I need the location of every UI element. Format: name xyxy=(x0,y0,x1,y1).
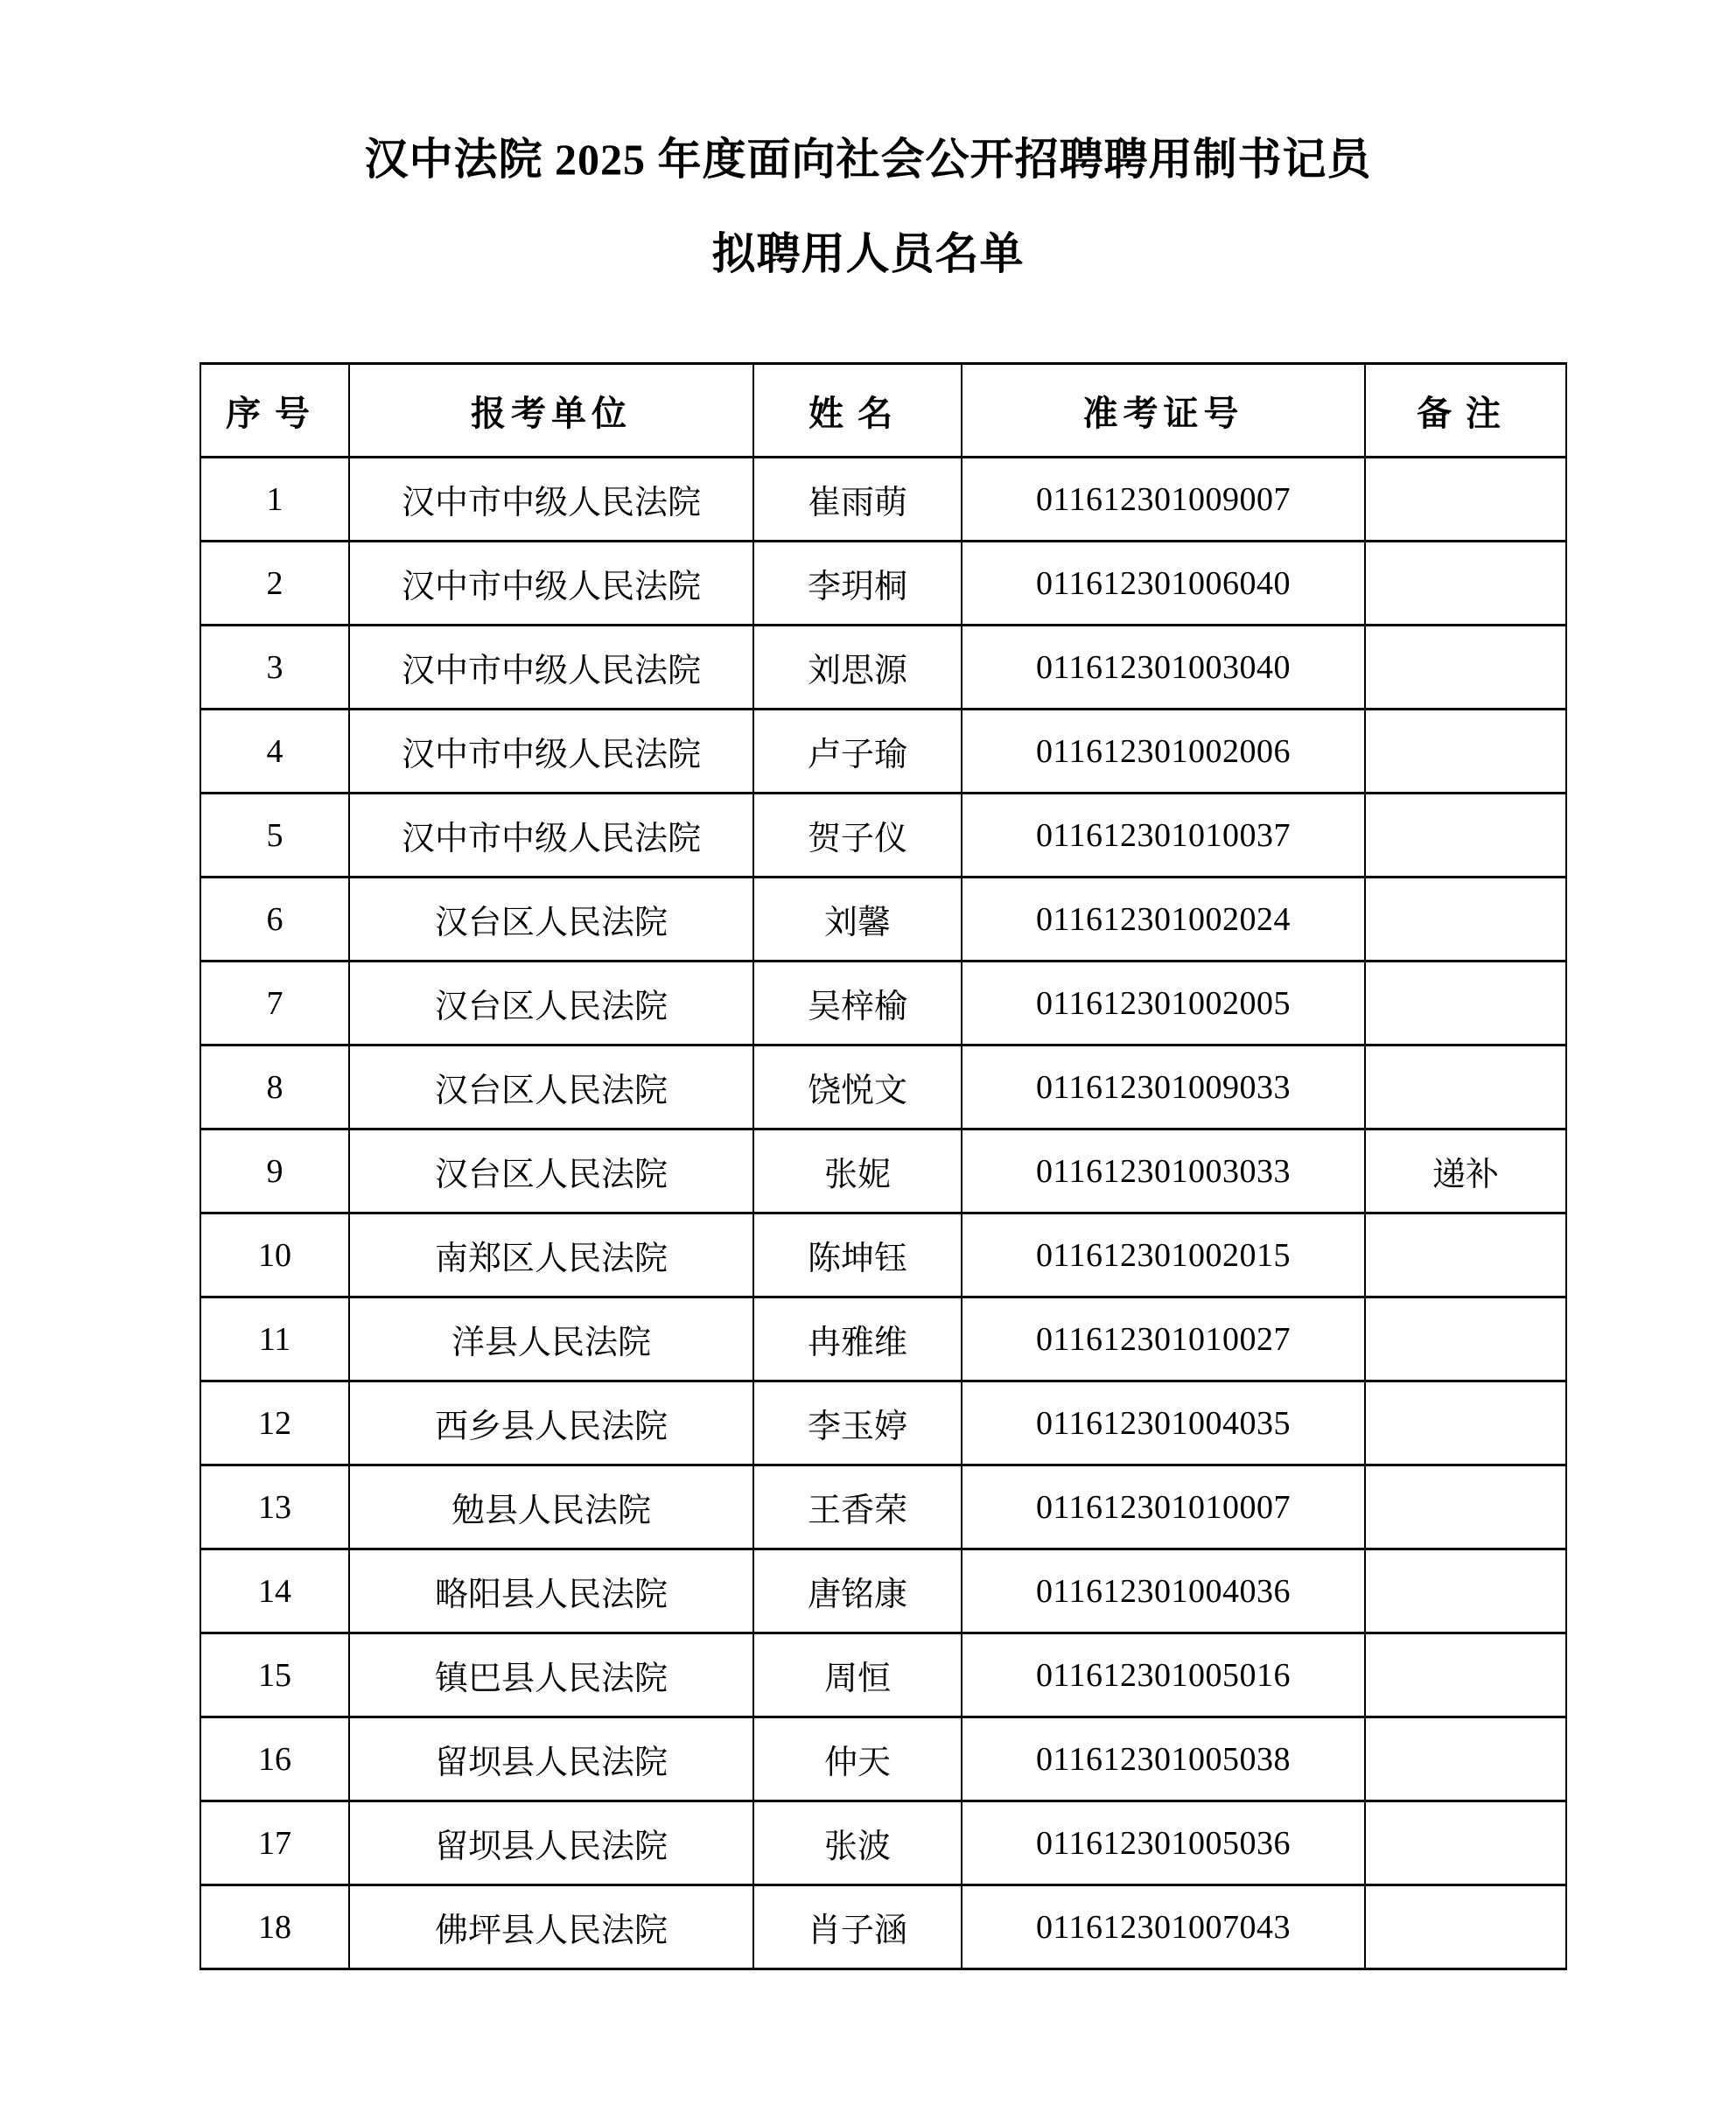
cell-ticket: 011612301004036 xyxy=(962,1549,1365,1633)
cell-name: 张妮 xyxy=(753,1129,962,1213)
table-header-row xyxy=(200,364,1566,458)
col-header-unit: 报考单位 xyxy=(349,364,753,458)
table-row xyxy=(200,962,1566,1046)
cell-unit: 西乡县人民法院 xyxy=(349,1381,753,1465)
col-header-ticket: 准考证号 xyxy=(962,364,1365,458)
cell-ticket: 011612301009033 xyxy=(962,1046,1365,1129)
cell-remark xyxy=(1365,1046,1566,1129)
col-header-index: 序号 xyxy=(200,364,349,458)
cell-remark xyxy=(1365,542,1566,626)
cell-ticket: 011612301003040 xyxy=(962,626,1365,710)
cell-index: 16 xyxy=(200,1717,349,1801)
cell-index: 12 xyxy=(200,1381,349,1465)
cell-index: 13 xyxy=(200,1465,349,1549)
table-row xyxy=(200,1297,1566,1381)
cell-name: 陈坤钰 xyxy=(753,1213,962,1297)
cell-ticket: 011612301002006 xyxy=(962,710,1365,794)
cell-name: 冉雅维 xyxy=(753,1297,962,1381)
table-row xyxy=(200,1801,1566,1885)
cell-remark xyxy=(1365,458,1566,542)
cell-index: 3 xyxy=(200,626,349,710)
cell-ticket: 011612301007043 xyxy=(962,1885,1365,1969)
cell-unit: 汉中市中级人民法院 xyxy=(349,542,753,626)
table-row xyxy=(200,794,1566,878)
cell-unit: 汉中市中级人民法院 xyxy=(349,626,753,710)
cell-unit: 南郑区人民法院 xyxy=(349,1213,753,1297)
col-header-name: 姓名 xyxy=(753,364,962,458)
document-title-line1: 汉中法院 2025 年度面向社会公开招聘聘用制书记员 xyxy=(364,135,1372,184)
cell-remark xyxy=(1365,1465,1566,1549)
cell-index: 11 xyxy=(200,1297,349,1381)
cell-remark xyxy=(1365,878,1566,962)
cell-unit: 汉台区人民法院 xyxy=(349,1129,753,1213)
cell-index: 5 xyxy=(200,794,349,878)
cell-unit: 勉县人民法院 xyxy=(349,1465,753,1549)
cell-index: 1 xyxy=(200,458,349,542)
table-row xyxy=(200,1213,1566,1297)
cell-index: 8 xyxy=(200,1046,349,1129)
cell-unit: 洋县人民法院 xyxy=(349,1297,753,1381)
cell-remark: 递补 xyxy=(1365,1129,1566,1213)
cell-remark xyxy=(1365,626,1566,710)
cell-name: 崔雨萌 xyxy=(753,458,962,542)
cell-remark xyxy=(1365,1801,1566,1885)
cell-ticket: 011612301004035 xyxy=(962,1381,1365,1465)
cell-index: 15 xyxy=(200,1633,349,1717)
cell-unit: 汉台区人民法院 xyxy=(349,878,753,962)
cell-unit: 留坝县人民法院 xyxy=(349,1801,753,1885)
cell-ticket: 011612301010007 xyxy=(962,1465,1365,1549)
table-row xyxy=(200,1465,1566,1549)
hire-roster-table xyxy=(200,362,1567,1970)
cell-name: 李玥桐 xyxy=(753,542,962,626)
cell-name: 李玉婷 xyxy=(753,1381,962,1465)
cell-ticket: 011612301006040 xyxy=(962,542,1365,626)
cell-index: 2 xyxy=(200,542,349,626)
table-row xyxy=(200,1381,1566,1465)
cell-index: 14 xyxy=(200,1549,349,1633)
cell-ticket: 011612301009007 xyxy=(962,458,1365,542)
table-row xyxy=(200,1046,1566,1129)
table-row xyxy=(200,1549,1566,1633)
table-row xyxy=(200,458,1566,542)
cell-unit: 汉中市中级人民法院 xyxy=(349,458,753,542)
cell-remark xyxy=(1365,1549,1566,1633)
cell-ticket: 011612301005038 xyxy=(962,1717,1365,1801)
cell-name: 卢子瑜 xyxy=(753,710,962,794)
cell-name: 饶悦文 xyxy=(753,1046,962,1129)
table-row xyxy=(200,1633,1566,1717)
table-row xyxy=(200,878,1566,962)
cell-ticket: 011612301002024 xyxy=(962,878,1365,962)
cell-index: 6 xyxy=(200,878,349,962)
cell-ticket: 011612301010027 xyxy=(962,1297,1365,1381)
cell-unit: 留坝县人民法院 xyxy=(349,1717,753,1801)
cell-remark xyxy=(1365,1213,1566,1297)
table-row xyxy=(200,1717,1566,1801)
cell-ticket: 011612301002005 xyxy=(962,962,1365,1046)
cell-index: 7 xyxy=(200,962,349,1046)
table-body xyxy=(200,458,1566,1969)
cell-remark xyxy=(1365,1381,1566,1465)
cell-ticket: 011612301002015 xyxy=(962,1213,1365,1297)
document-title-line2: 拟聘用人员名单 xyxy=(711,229,1025,278)
cell-remark xyxy=(1365,1633,1566,1717)
cell-index: 9 xyxy=(200,1129,349,1213)
cell-ticket: 011612301005036 xyxy=(962,1801,1365,1885)
cell-ticket: 011612301005016 xyxy=(962,1633,1365,1717)
cell-name: 唐铭康 xyxy=(753,1549,962,1633)
cell-index: 18 xyxy=(200,1885,349,1969)
cell-name: 周恒 xyxy=(753,1633,962,1717)
cell-unit: 镇巴县人民法院 xyxy=(349,1633,753,1717)
cell-name: 肖子涵 xyxy=(753,1885,962,1969)
cell-unit: 汉中市中级人民法院 xyxy=(349,794,753,878)
table-row xyxy=(200,626,1566,710)
cell-remark xyxy=(1365,794,1566,878)
cell-index: 4 xyxy=(200,710,349,794)
cell-name: 贺子仪 xyxy=(753,794,962,878)
table-row xyxy=(200,1129,1566,1213)
cell-remark xyxy=(1365,710,1566,794)
cell-name: 刘思源 xyxy=(753,626,962,710)
table-row xyxy=(200,710,1566,794)
cell-unit: 略阳县人民法院 xyxy=(349,1549,753,1633)
cell-unit: 汉台区人民法院 xyxy=(349,962,753,1046)
cell-name: 刘馨 xyxy=(753,878,962,962)
table-row xyxy=(200,542,1566,626)
cell-index: 17 xyxy=(200,1801,349,1885)
cell-name: 吴梓榆 xyxy=(753,962,962,1046)
cell-name: 王香荣 xyxy=(753,1465,962,1549)
table-row xyxy=(200,1885,1566,1969)
cell-remark xyxy=(1365,1297,1566,1381)
cell-remark xyxy=(1365,1717,1566,1801)
cell-index: 10 xyxy=(200,1213,349,1297)
col-header-remark: 备注 xyxy=(1365,364,1566,458)
cell-unit: 汉台区人民法院 xyxy=(349,1046,753,1129)
cell-unit: 佛坪县人民法院 xyxy=(349,1885,753,1969)
cell-unit: 汉中市中级人民法院 xyxy=(349,710,753,794)
cell-ticket: 011612301003033 xyxy=(962,1129,1365,1213)
cell-name: 仲天 xyxy=(753,1717,962,1801)
cell-remark xyxy=(1365,1885,1566,1969)
cell-name: 张波 xyxy=(753,1801,962,1885)
cell-ticket: 011612301010037 xyxy=(962,794,1365,878)
cell-remark xyxy=(1365,962,1566,1046)
